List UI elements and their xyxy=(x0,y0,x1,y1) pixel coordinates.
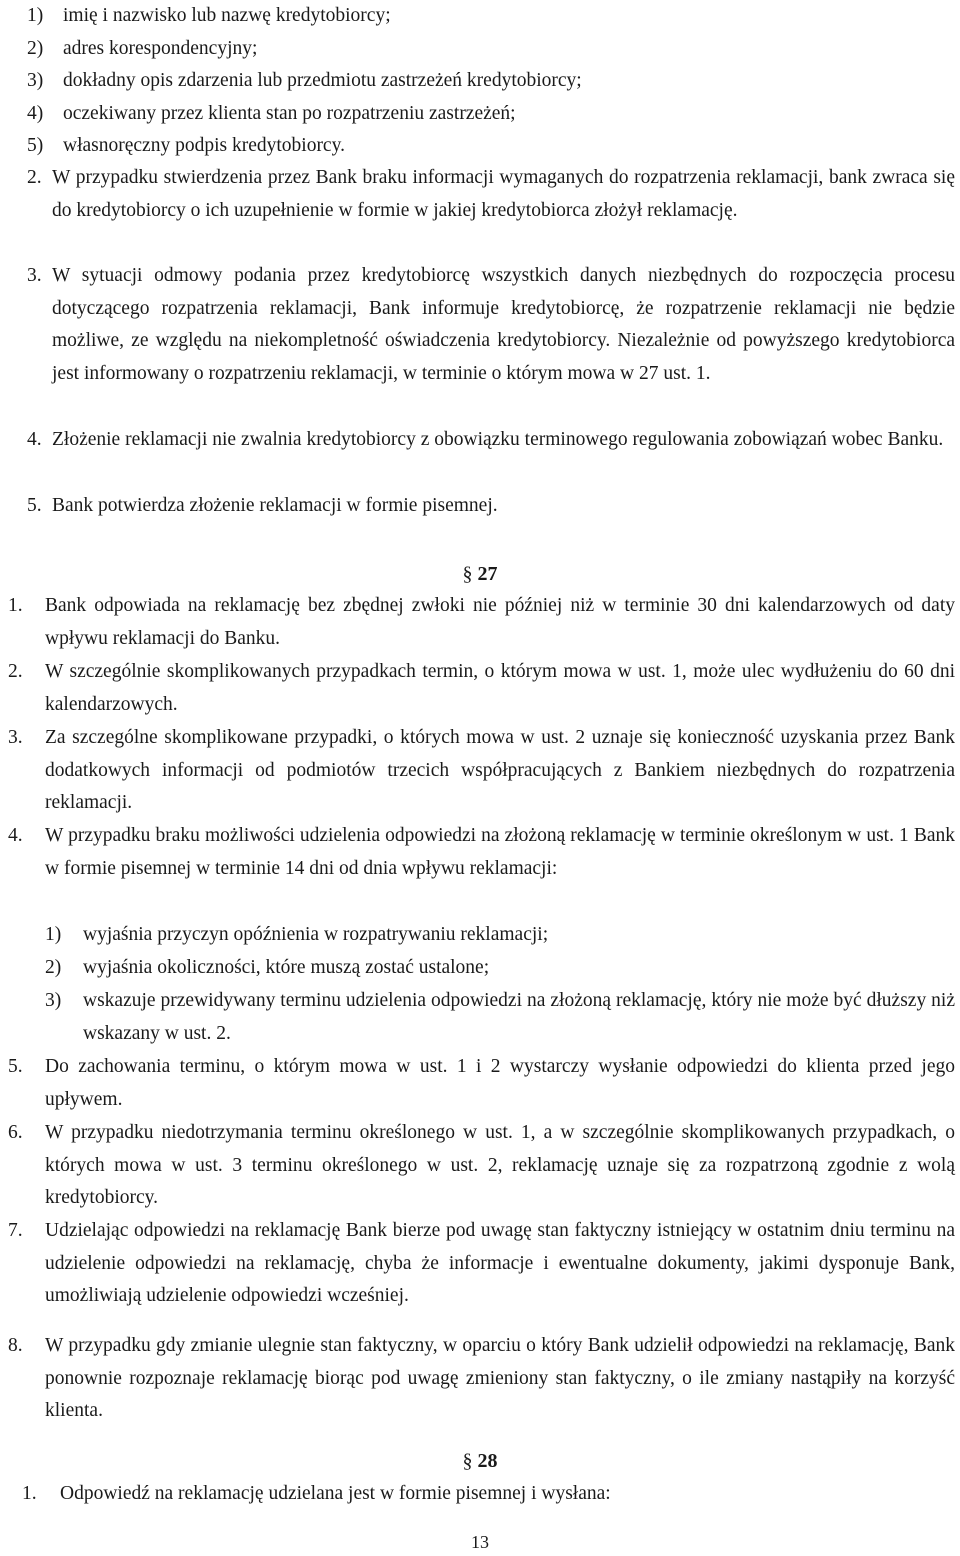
paragraph xyxy=(27,490,955,523)
paragraph-text: Bank potwierdza złożenie reklamacji w formie pisemnej. xyxy=(52,495,498,516)
paragraph xyxy=(8,1215,955,1313)
paragraph-number: 8. xyxy=(8,1335,23,1356)
list-text: imię i nazwisko lub nazwę kredytobiorcy; xyxy=(63,5,391,26)
paragraph-number: 4. xyxy=(8,825,23,846)
paragraph-number: 2. xyxy=(8,661,23,682)
paragraph xyxy=(8,656,955,721)
list-number: 5) xyxy=(27,135,44,156)
list-text: wskazuje przewidywany terminu udzielenia odpowiedzi na złożoną reklamację, który nie może być dłuższy niż wskazany w ust. 2. xyxy=(83,990,955,1044)
paragraph xyxy=(8,590,955,655)
section-number: 27 xyxy=(477,563,498,585)
list-number: 3) xyxy=(45,990,62,1011)
section-heading xyxy=(0,558,960,591)
paragraph-text: W przypadku niedotrzymania terminu określonego w ust. 1, a w szczególnie skomplikowanych przypadkach, o których mowa w ust. 3 terminu określonego w ust. 2, reklamację uznaje się za rozpatrzoną zgodnie z wolą kredytobiorcy. xyxy=(45,1122,955,1208)
paragraph-text: Bank odpowiada na reklamację bez zbędnej zwłoki nie później niż w terminie 30 dni kalendarzowych od daty wpływu reklamacji do Banku. xyxy=(45,595,955,649)
paragraph-number: 3. xyxy=(27,265,42,286)
paragraph xyxy=(8,1117,955,1215)
paragraph-text: Do zachowania terminu, o którym mowa w ust. 1 i 2 wystarczy wysłanie odpowiedzi do klienta przed jego upływem. xyxy=(45,1056,955,1110)
paragraph-text: Udzielając odpowiedzi na reklamację Bank bierze pod uwagę stan faktyczny istniejący w ostatnim dniu terminu na udzielenie odpowiedzi na reklamację, chyba że informacje i ewentualne dokumenty, jakimi dysponuje Bank, umożliwiają udzielenie odpowiedzi wcześniej. xyxy=(45,1220,955,1306)
paragraph-text: W sytuacji odmowy podania przez kredytobiorcę wszystkich danych niezbędnych do rozpoczęcia procesu dotyczącego rozpatrzenia reklamacji, Bank informuje kredytobiorcę, że rozpatrzenie reklamacji nie będzie możliwe, ze względu na niekompletność oświadczenia kredytobiorcy. Niezależnie od powyższego kredytobiorca jest informowany o rozpatrzeniu reklamacji, w terminie o którym mowa w 27 ust. 1. xyxy=(52,265,955,384)
list-text: wyjaśnia przyczyn opóźnienia w rozpatrywaniu reklamacji; xyxy=(83,924,549,945)
list-item xyxy=(45,985,955,1050)
paragraph-text: Złożenie reklamacji nie zwalnia kredytobiorcy z obowiązku terminowego regulowania zobowiązań wobec Banku. xyxy=(52,429,944,450)
paragraph-number: 3. xyxy=(8,727,23,748)
list-item xyxy=(45,952,955,985)
list-item xyxy=(27,130,947,163)
list-item xyxy=(27,33,947,66)
list-item xyxy=(27,65,947,98)
list-text: własnoręczny podpis kredytobiorcy. xyxy=(63,135,345,156)
paragraph-number: 5. xyxy=(8,1056,23,1077)
list-number: 2) xyxy=(45,957,62,978)
section-symbol: § xyxy=(462,563,473,585)
paragraph xyxy=(8,1051,955,1116)
list-number: 3) xyxy=(27,70,44,91)
paragraph-number: 5. xyxy=(27,495,42,516)
section-number: 28 xyxy=(477,1450,498,1472)
list-number: 1) xyxy=(27,5,44,26)
paragraph-number: 1. xyxy=(8,595,23,616)
section-symbol: § xyxy=(462,1450,473,1472)
list-item xyxy=(27,98,947,131)
paragraph-text: W przypadku gdy zmianie ulegnie stan faktyczny, w oparciu o który Bank udzielił odpowiedzi na reklamację, Bank ponownie rozpoznaje reklamację biorąc pod uwagę zmieniony stan faktyczny, o ile zmiany nastąpiły na korzyść klienta. xyxy=(45,1335,955,1421)
list-text: wyjaśnia okoliczności, które muszą zostać ustalone; xyxy=(83,957,490,978)
list-number: 2) xyxy=(27,37,44,59)
section-heading xyxy=(0,1445,960,1478)
paragraph xyxy=(27,260,955,390)
page-number: 13 xyxy=(471,1532,489,1552)
paragraph-number: 1. xyxy=(22,1483,37,1504)
list-number: 1) xyxy=(45,924,62,945)
paragraph-number: 7. xyxy=(8,1220,23,1241)
paragraph-text: Odpowiedź na reklamację udzielana jest w formie pisemnej i wysłana: xyxy=(60,1483,611,1504)
list-number: 4) xyxy=(27,102,44,124)
paragraph-number: 2. xyxy=(27,167,42,188)
paragraph xyxy=(8,1330,955,1428)
list-text: dokładny opis zdarzenia lub przedmiotu zastrzeżeń kredytobiorcy; xyxy=(63,70,582,91)
paragraph xyxy=(8,820,955,885)
paragraph xyxy=(27,162,955,227)
paragraph-text: W przypadku braku możliwości udzielenia odpowiedzi na złożoną reklamację w terminie określonym w ust. 1 Bank w formie pisemnej w terminie 14 dni od dnia wpływu reklamacji: xyxy=(45,825,955,879)
paragraph-text: W szczególnie skomplikowanych przypadkach termin, o którym mowa w ust. 1, może ulec wydłużeniu do 60 dni kalendarzowych. xyxy=(45,661,955,715)
list-item xyxy=(45,919,955,952)
paragraph-text: Za szczególne skomplikowane przypadki, o których mowa w ust. 2 uznaje się konieczność uzyskania przez Bank dodatkowych informacji od podmiotów trzecich współpracujących z Bankiem niezbędnych do rozpatrzenia reklamacji. xyxy=(45,727,955,813)
paragraph xyxy=(27,424,955,457)
paragraph-number: 4. xyxy=(27,429,42,450)
list-item xyxy=(27,0,947,33)
paragraph xyxy=(22,1478,955,1511)
list-text: adres korespondencyjny; xyxy=(63,37,258,59)
paragraph-number: 6. xyxy=(8,1122,23,1143)
list-text: oczekiwany przez klienta stan po rozpatrzeniu zastrzeżeń; xyxy=(63,102,516,124)
paragraph xyxy=(8,722,955,820)
paragraph-text: W przypadku stwierdzenia przez Bank braku informacji wymaganych do rozpatrzenia reklamacji, bank zwraca się do kredytobiorcy o ich uzupełnienie w formie w jakiej kredytobiorca złożył reklamację. xyxy=(52,167,955,221)
